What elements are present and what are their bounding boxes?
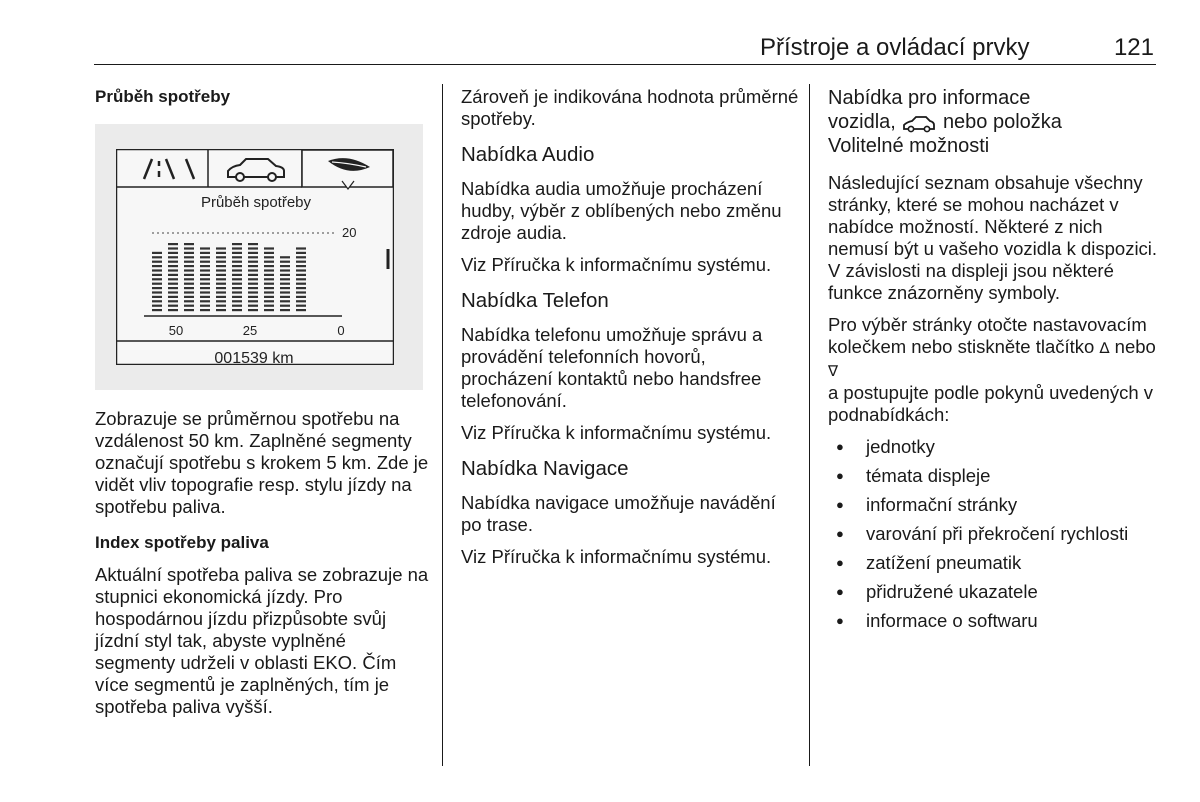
consumption-bar (264, 247, 274, 311)
consumption-description: Zobrazuje se průměrnou spotřebu na vzdálenost 50 km. Zaplněné segmenty označují spotřebu s krokem 5 km. Zde je vidět vliv topografie resp. stylu jízdy na spotřebu paliva. (95, 408, 429, 517)
average-consumption-note: Zároveň je indikována hodnota průměrné spotřeby. (461, 86, 799, 129)
selection-instructions (828, 314, 1158, 426)
heading-line-3: Volitelné možnosti (828, 135, 990, 157)
list-item: ● jednotky (828, 436, 1158, 458)
navigation-menu-text: Nabídka navigace umožňuje navádění po trase. (461, 492, 776, 535)
page-header-title: Přístroje a ovládací prvky (760, 34, 1030, 61)
page-number: 121 (1113, 34, 1154, 61)
scale-top-label: 20 (342, 225, 357, 240)
consumption-bar (296, 247, 306, 311)
up-arrow-icon: ∆ (1099, 339, 1110, 357)
down-arrow-icon: ∇ (828, 362, 839, 380)
options-description: Následující seznam obsahuje všechny stránky, které se mohou nacházet v nabídce možností. Některé z nich nemusí být u vašeho vozidla k dispozici. V závislosti na displeji jsou některé funkce znázorněny symboly. (828, 172, 1158, 303)
instructions-nebo: nebo (1114, 336, 1156, 357)
axis-label-0: 0 (337, 323, 345, 338)
vehicle-info-heading (828, 86, 1158, 158)
column-3 (828, 86, 1158, 639)
phone-menu-heading: Nabídka Telefon (461, 289, 609, 312)
section-title-consumption: Průběh spotřeby (95, 87, 231, 106)
header-rule (94, 64, 1156, 65)
axis-label-50: 50 (168, 323, 184, 338)
navigation-menu-heading: Nabídka Navigace (461, 457, 629, 480)
list-item: ● přidružené ukazatele (828, 581, 1158, 603)
column-2 (461, 86, 801, 578)
heading-line-2b: nebo položka (942, 111, 1062, 133)
section-title-fuel-index: Index spotřeby paliva (95, 533, 269, 552)
instructions-part-1: Pro výběr stránky otočte nastavovacím kolečkem nebo stiskněte tlačítko (828, 314, 1147, 357)
list-item: ● informační stránky (828, 494, 1158, 516)
odometer-value: 001539 km (214, 350, 294, 365)
list-item: ● témata displeje (828, 465, 1158, 487)
fuel-index-description: Aktuální spotřeba paliva se zobrazuje na stupnici ekonomická jízdy. Pro hospodárnou jízdu přizpůsobte svůj jízdní styl tak, abyste vyplněné segmenty udrželi v oblasti EKO. Čím více segmentů je zaplněných, tím je spotřeba paliva vyšší. (95, 564, 429, 717)
column-1 (95, 86, 430, 728)
column-divider-1 (442, 84, 443, 766)
navigation-menu-reference: Viz Příručka k informačnímu systému. (461, 546, 772, 567)
display-illustration (95, 124, 423, 390)
list-item: ● informace o softwaru (828, 610, 1158, 632)
instructions-part-2: a postupujte podle pokynů uvedených v podnabídkách: (828, 382, 1154, 425)
list-item: ● zatížení pneumatik (828, 552, 1158, 574)
screen-title: Průběh spotřeby (200, 194, 312, 211)
phone-menu-reference: Viz Příručka k informačnímu systému. (461, 422, 772, 443)
axis-label-25: 25 (242, 323, 258, 338)
phone-menu-text: Nabídka telefonu umožňuje správu a provádění telefonních hovorů, procházení kontaktů nebo handsfree telefonování. (461, 324, 763, 411)
audio-menu-heading: Nabídka Audio (461, 143, 595, 166)
options-list (828, 436, 1158, 632)
heading-line-2a: vozidla, (828, 111, 896, 133)
consumption-bar (200, 247, 210, 311)
audio-menu-text: Nabídka audia umožňuje procházení hudby, výběr z oblíbených nebo změnu zdroje audia. (461, 178, 782, 243)
car-icon (901, 113, 937, 133)
list-item: ● varování při překročení rychlosti (828, 523, 1158, 545)
consumption-bar (216, 247, 226, 311)
heading-line-1: Nabídka pro informace (828, 87, 1031, 109)
column-divider-2 (809, 84, 810, 766)
audio-menu-reference: Viz Příručka k informačnímu systému. (461, 254, 772, 275)
driver-info-display (116, 149, 394, 365)
